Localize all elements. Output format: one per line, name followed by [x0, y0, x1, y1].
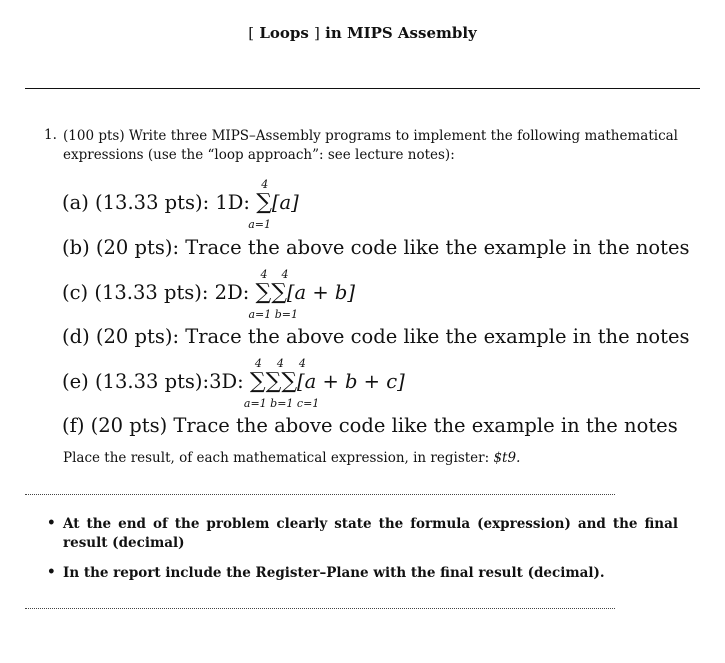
item-c-upper1: 4 — [260, 268, 268, 281]
bullet-1-text: At the end of the problem clearly state the formula (expression) and the final result (decimal) — [63, 516, 678, 551]
item-f: (f) (20 pts) Trace the above code like the example in the notes — [62, 414, 678, 437]
item-e-upper2: 4 — [276, 357, 284, 370]
bullet-2-text: In the report include the Register–Plane with the final result (decimal). — [63, 565, 605, 581]
register-note-text: Place the result, of each mathematical expression, in register: — [63, 450, 490, 466]
dotted-divider — [25, 608, 615, 609]
bullet-icon: • — [47, 515, 56, 531]
bullet-icon: • — [47, 564, 56, 580]
item-a-prefix: (a) (13.33 pts): 1D: — [62, 191, 250, 214]
dotted-divider — [25, 494, 615, 495]
item-e-upper1: 4 — [254, 357, 262, 370]
sigma-icon: ∑ — [256, 190, 272, 215]
register-note — [63, 450, 520, 466]
item-d: (d) (20 pts): Trace the above code like the example in the notes — [62, 325, 690, 348]
item-c-sum — [248, 268, 299, 321]
page-title — [0, 24, 725, 42]
item-a — [62, 178, 299, 231]
title-rest: in MIPS Assembly — [325, 24, 477, 42]
item-c-prefix: (c) (13.33 pts): 2D: — [62, 281, 250, 304]
question-text: (100 pts) Write three MIPS–Assembly programs to implement the following mathematical expressions (use the “loop approach”: see lecture notes): — [63, 128, 678, 163]
item-e-prefix: (e) (13.33 pts):3D: — [62, 370, 244, 393]
title-open-bracket: [ — [248, 24, 255, 42]
item-c-upper2: 4 — [281, 268, 289, 281]
item-a-sum — [248, 178, 272, 231]
question-number: 1. — [44, 127, 57, 143]
item-e-lower: a=1 b=1 c=1 — [243, 397, 320, 410]
sigma-icon: ∑∑ — [255, 280, 287, 305]
item-a-upper: 4 — [261, 178, 269, 191]
sigma-icon: ∑∑∑ — [249, 369, 298, 394]
title-loops-word: Loops — [259, 24, 309, 42]
register-name: $t9. — [493, 450, 521, 466]
item-c-expr: [a + b] — [286, 281, 355, 304]
title-rule — [25, 88, 700, 89]
item-c — [62, 268, 355, 321]
item-b: (b) (20 pts): Trace the above code like the example in the notes — [62, 236, 690, 259]
item-e-expr: [a + b + c] — [297, 370, 405, 393]
item-a-expr: [a] — [271, 191, 299, 214]
item-e-upper3: 4 — [298, 357, 306, 370]
item-c-lower: a=1 b=1 — [248, 308, 299, 321]
title-close-bracket: ] — [314, 24, 320, 42]
item-e-sum — [243, 357, 320, 410]
item-a-lower: a=1 — [248, 218, 271, 231]
item-e — [62, 357, 405, 410]
